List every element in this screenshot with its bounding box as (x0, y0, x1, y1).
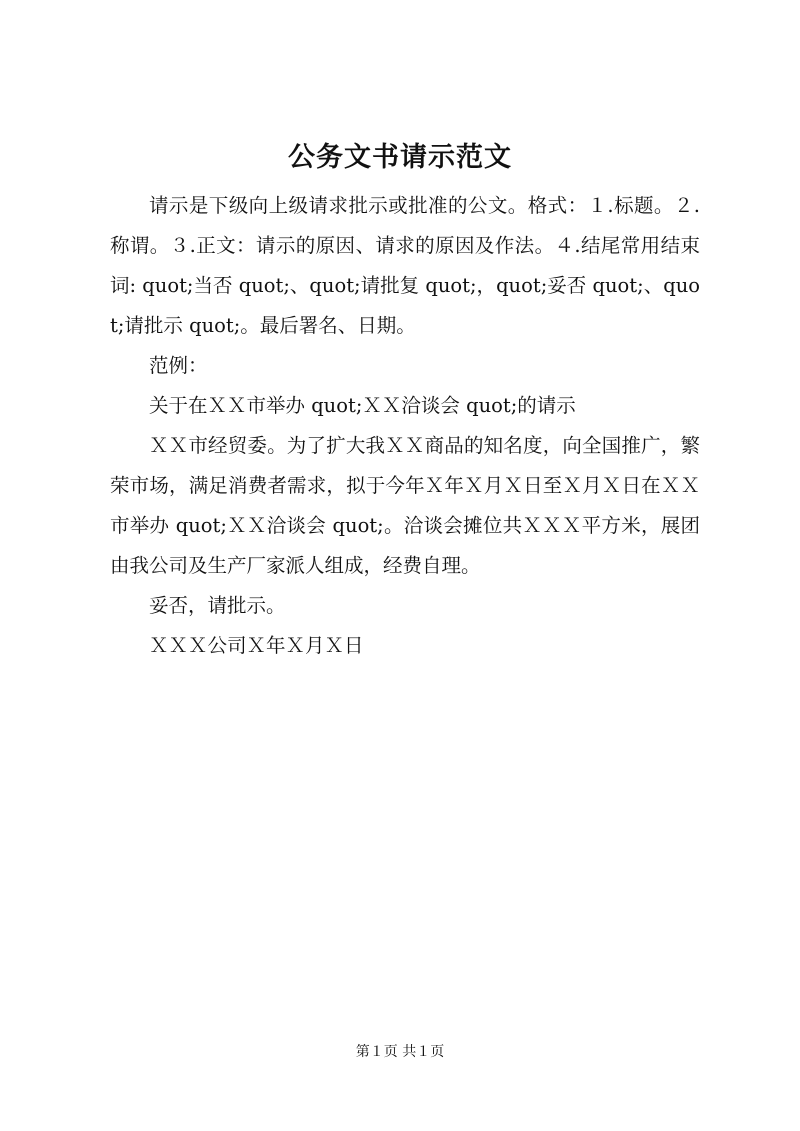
paragraph-example-body: ＸＸ市经贸委。为了扩大我ＸＸ商品的知名度，向全国推广，繁荣市场，满足消费者需求，拟于今年Ｘ年Ｘ月Ｘ日至Ｘ月Ｘ日在ＸＸ市举办 quot;ＸＸ洽谈会 quot;。洽谈会摊位共ＸＸＸ平方米，展团由我公司及生产厂家派人组成，经费自理。 (110, 434, 700, 577)
paragraph-example-label: 范例： (149, 354, 208, 377)
paragraph-signature: ＸＸＸ公司Ｘ年Ｘ月Ｘ日 (149, 634, 364, 657)
paragraph-intro: 请示是下级向上级请求批示或批准的公文。格式：１.标题。２.称谓。３.正文：请示的原因、请求的原因及作法。４.结尾常用结束词: quot;当否 quot;、quot;请批复 quot;，quot;妥否 quot;、quot;请批示 quot;。最后署名、日期。 (110, 194, 700, 337)
paragraph-example-title: 关于在ＸＸ市举办 quot;ＸＸ洽谈会 quot;的请示 (149, 394, 576, 417)
paragraph-request: 妥否，请批示。 (149, 594, 286, 617)
document-title: 公务文书请示范文 (288, 142, 512, 173)
page-footer: 第１页 共１页 (355, 1044, 445, 1060)
document-body (110, 186, 700, 666)
